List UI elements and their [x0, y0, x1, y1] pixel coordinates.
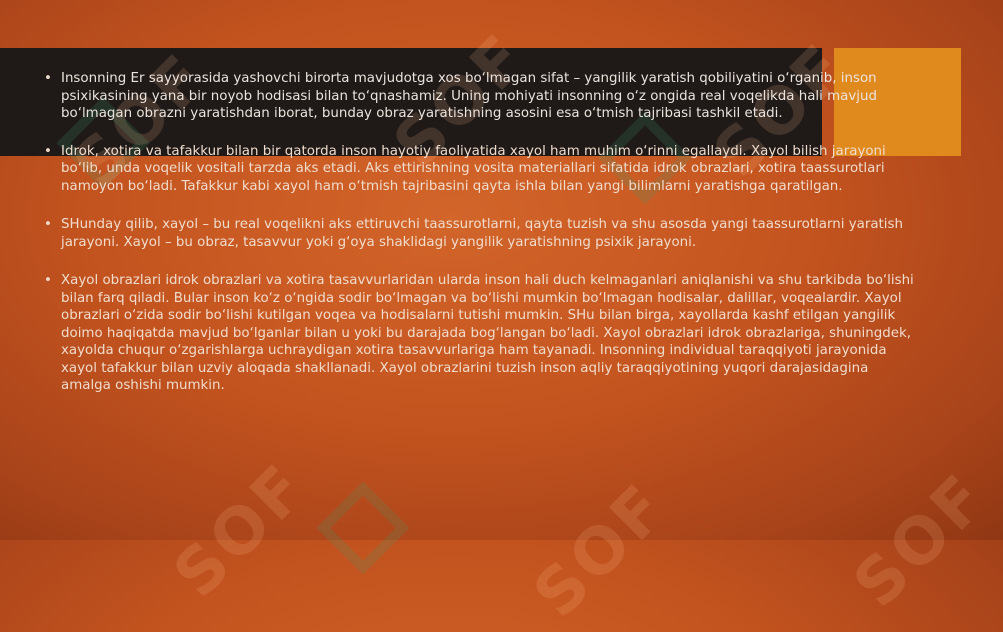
bullet-paragraph: • SHunday qilib, xayol – bu real voqelikni aks ettiruvchi taassurotlarni, qayta tuzish va shu asosda yangi taassurotlarni yaratish jarayoni. Xayol – bu obraz, tasavvur yoki g‘oya shaklidagi yangilik yaratishning psixik jarayoni.	[44, 216, 914, 251]
watermark-text: SOF	[840, 459, 1003, 623]
watermark-logo-mark	[316, 481, 409, 574]
watermark-text: SOF	[160, 449, 323, 613]
slide-body	[44, 70, 914, 395]
bullet-paragraph: • Insonning Er sayyorasida yashovchi birorta mavjudotga xos bo‘lmagan sifat – yangilik yaratish qobiliyatini o‘rganib, inson psixikasining yana bir noyob hodisasi bilan to‘qnashamiz. Uning mohiyati insonning o‘z ongida real voqelikda hali mavjud bo‘lmagan obrazni yaratishdan iborat, bunday obraz yaratishning asosini esa o‘tmish tajribasi tashkil etadi.	[44, 70, 914, 123]
bullet-paragraph: • Xayol obrazlari idrok obrazlari va xotira tasavvurlaridan ularda inson hali duch kelmaganlari aniqlanishi va shu tarkibda bo‘lishi bilan farq qiladi. Bular inson ko‘z o‘ngida sodir bo‘lmagan va bo‘lishi mumkin bo‘lmagan hodisalar, dalillar, voqealardir. Xayol obrazlari o‘zida sodir bo‘lishi kutilgan voqea va hodisalarni tutishi mumkin. SHu bilan birga, xayollarda kashf etilgan yangilik doimo haqiqatda mavjud bo‘lganlar bilan u yoki bu darajada bog‘langan bo‘ladi. Xayol obrazlari idrok obrazlariga, shuningdek, xayolda chuqur o‘zgarishlarga uchraydigan xotira tasavvurlariga ham tayanadi. Insonning individual taraqqiyoti jarayonida xayol tafakkur bilan uzviy aloqada shakllanadi. Xayol obrazlarini tuzish inson aqliy taraqqiyotining yuqori darajasidagina amalga oshishi mumkin.	[44, 272, 914, 395]
watermark-text: SOF	[520, 469, 683, 632]
bullet-paragraph: • Idrok, xotira va tafakkur bilan bir qatorda inson hayotiy faoliyatida xayol ham muhim o‘rinni egallaydi. Xayol bilish jarayoni bo‘lib, unda voqelik vositali tarzda aks etadi. Aks ettirishning vosita materiallari sifatida idrok obrazlari, xotira taassurotlari namoyon bo‘ladi. Tafakkur kabi xayol ham o‘tmish tajribasini qayta ishla bilan yangi bilimlarni yaratishga qaratilgan.	[44, 143, 914, 196]
